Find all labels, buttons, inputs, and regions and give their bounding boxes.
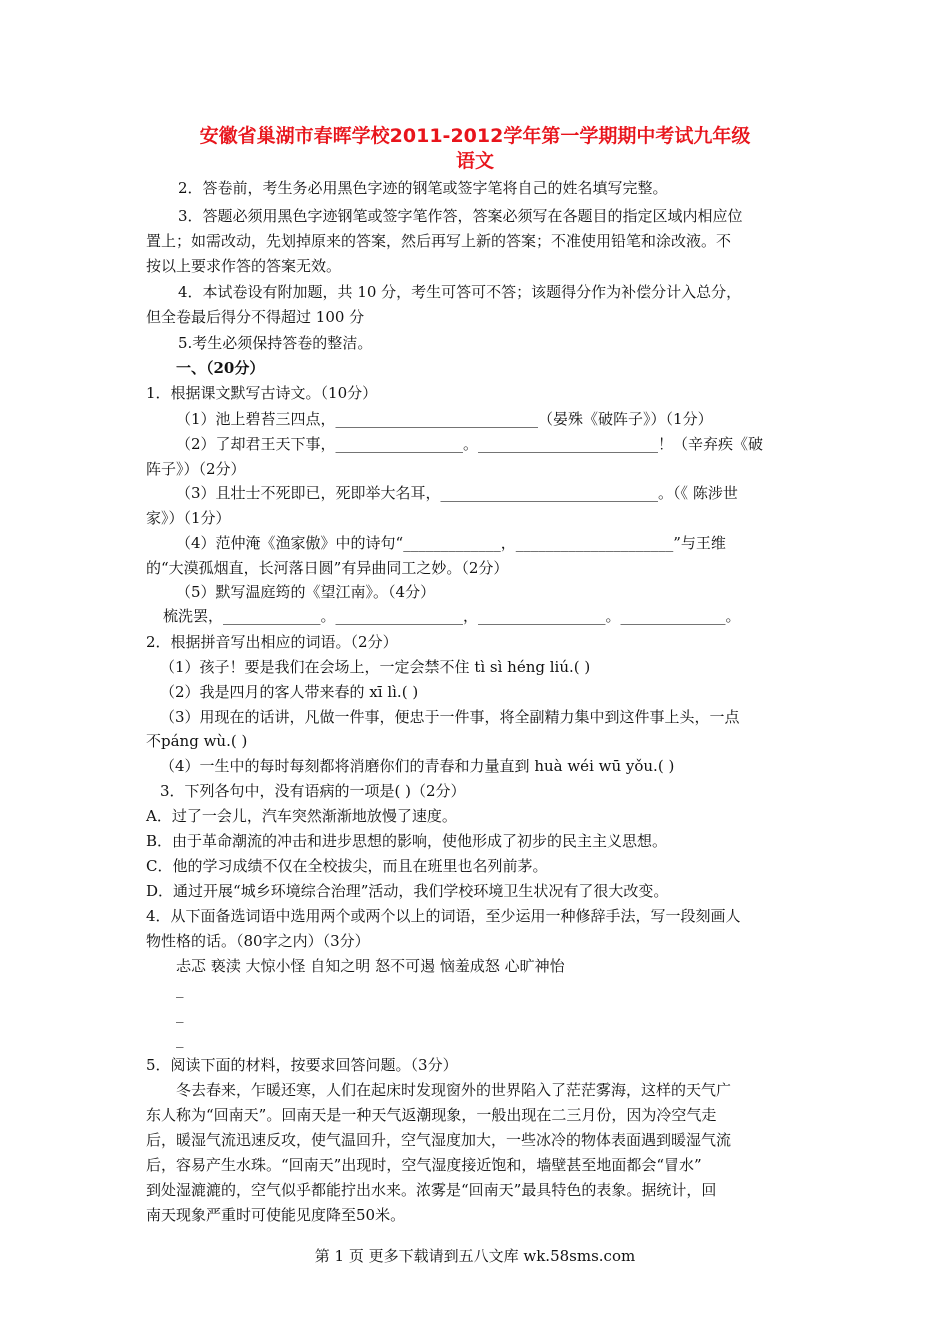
answer-line: _ bbox=[176, 1005, 184, 1023]
question-4-cont: 物性格的话。（80字之内）（3分） bbox=[146, 932, 370, 950]
instruction-2: 2．答卷前，考生务必用黑色字迹的钢笔或签字笔将自己的姓名填写完整。 bbox=[178, 179, 668, 197]
passage-line: 到处湿漉漉的，空气似乎都能拧出水来。浓雾是“回南天”最具特色的表象。据统计，回 bbox=[146, 1181, 717, 1199]
question-1-4: （4）范仲淹《渔家傲》中的诗句“_____________，_____________________”与王维 bbox=[176, 534, 726, 552]
option-c: C．他的学习成绩不仅在全校拔尖，而且在班里也名列前茅。 bbox=[146, 857, 548, 875]
passage-line: 南天现象严重时可使能见度降至50米。 bbox=[146, 1206, 406, 1224]
exam-title-line1: 安徽省巢湖市春晖学校2011-2012学年第一学期期中考试九年级 bbox=[199, 125, 751, 147]
page-footer: 第 1 页 更多下载请到五八文库 wk.58sms.com bbox=[314, 1247, 636, 1265]
question-5: 5．阅读下面的材料，按要求回答问题。（3分） bbox=[146, 1056, 458, 1074]
word-choices: 忐忑 亵渎 大惊小怪 自知之明 怒不可遏 恼羞成怒 心旷神怡 bbox=[176, 957, 565, 975]
question-1-3-cont: 家》）（1分） bbox=[146, 509, 231, 527]
question-2-3-cont: 不páng wù.( ) bbox=[146, 732, 248, 750]
question-1-1: （1）池上碧苔三四点，___________________________（晏殊《破阵子》）（1分） bbox=[176, 410, 713, 428]
option-d: D．通过开展“城乡环境综合治理”活动，我们学校环境卫生状况有了很大改变。 bbox=[146, 882, 669, 900]
question-2-2: （2）我是四月的客人带来春的 xī lì.( ) bbox=[160, 683, 419, 701]
instruction-3: 3．答题必须用黑色字迹钢笔或签字笔作答，答案必须写在各题目的指定区域内相应位 bbox=[178, 207, 743, 225]
answer-line: _ bbox=[176, 1030, 184, 1048]
passage-line: 后，暖湿气流迅速反攻，使气温回升，空气湿度加大，一些冰冷的物体表面遇到暖湿气流 bbox=[146, 1131, 732, 1149]
question-1-4-cont: 的“大漠孤烟直，长河落日圆”有异曲同工之妙。（2分） bbox=[146, 559, 509, 577]
instruction-3-cont: 置上；如需改动，先划掉原来的答案，然后再写上新的答案；不准使用铅笔和涂改液。不 bbox=[146, 232, 732, 250]
question-2-1: （1）孩子！要是我们在会场上，一定会禁不住 tì sì héng liú.( ) bbox=[160, 658, 591, 676]
question-2: 2．根据拼音写出相应的词语。（2分） bbox=[146, 633, 398, 651]
question-1-5: （5）默写温庭筠的《望江南》。（4分） bbox=[176, 583, 436, 601]
question-1-5-blanks: 梳洗罢，_____________。_________________，_________________。______________。 bbox=[163, 607, 741, 625]
question-3: 3．下列各句中，没有语病的一项是( )（2分） bbox=[160, 782, 466, 800]
option-a: A．过了一会儿，汽车突然渐渐地放慢了速度。 bbox=[146, 807, 457, 825]
passage-line: 东人称为“回南天”。回南天是一种天气返潮现象，一般出现在二三月份，因为冷空气走 bbox=[146, 1106, 717, 1124]
question-2-4: （4）一生中的每时每刻都将消磨你们的青春和力量直到 huà wéi wū yǒu.( ) bbox=[160, 757, 675, 775]
instruction-5: 5.考生必须保持答卷的整洁。 bbox=[178, 334, 373, 352]
question-1-3: （3）且壮士不死即已，死即举大名耳，_____________________________。（《 陈涉世 bbox=[176, 484, 738, 502]
passage-line: 后，容易产生水珠。“回南天”出现时，空气湿度接近饱和，墙壁甚至地面都会“冒水” bbox=[146, 1156, 702, 1174]
section-heading: 一、（20分） bbox=[176, 359, 265, 377]
question-4: 4．从下面备选词语中选用两个或两个以上的词语，至少运用一种修辞手法，写一段刻画人 bbox=[146, 907, 741, 925]
instruction-4: 4．本试卷设有附加题，共 10 分，考生可答可不答；该题得分作为补偿分计入总分， bbox=[178, 283, 742, 301]
answer-line: _ bbox=[176, 980, 184, 998]
question-1: 1．根据课文默写古诗文。（10分） bbox=[146, 384, 378, 402]
exam-title-line2: 语文 bbox=[455, 150, 494, 172]
instruction-4-cont: 但全卷最后得分不得超过 100 分 bbox=[146, 308, 365, 326]
instruction-3-cont: 按以上要求作答的答案无效。 bbox=[146, 257, 342, 275]
option-b: B．由于革命潮流的冲击和进步思想的影响，使他形成了初步的民主主义思想。 bbox=[146, 832, 668, 850]
question-2-3: （3）用现在的话讲，凡做一件事，便忠于一件事，将全副精力集中到这件事上头，一点 bbox=[160, 708, 740, 726]
question-1-2-cont: 阵子》）（2分） bbox=[146, 460, 246, 478]
question-1-2: （2）了却君王天下事，_________________。________________________！（辛弃疾《破 bbox=[176, 435, 764, 453]
passage-line: 冬去春来，乍暖还寒，人们在起床时发现窗外的世界陷入了茫茫雾海，这样的天气广 bbox=[176, 1081, 732, 1099]
